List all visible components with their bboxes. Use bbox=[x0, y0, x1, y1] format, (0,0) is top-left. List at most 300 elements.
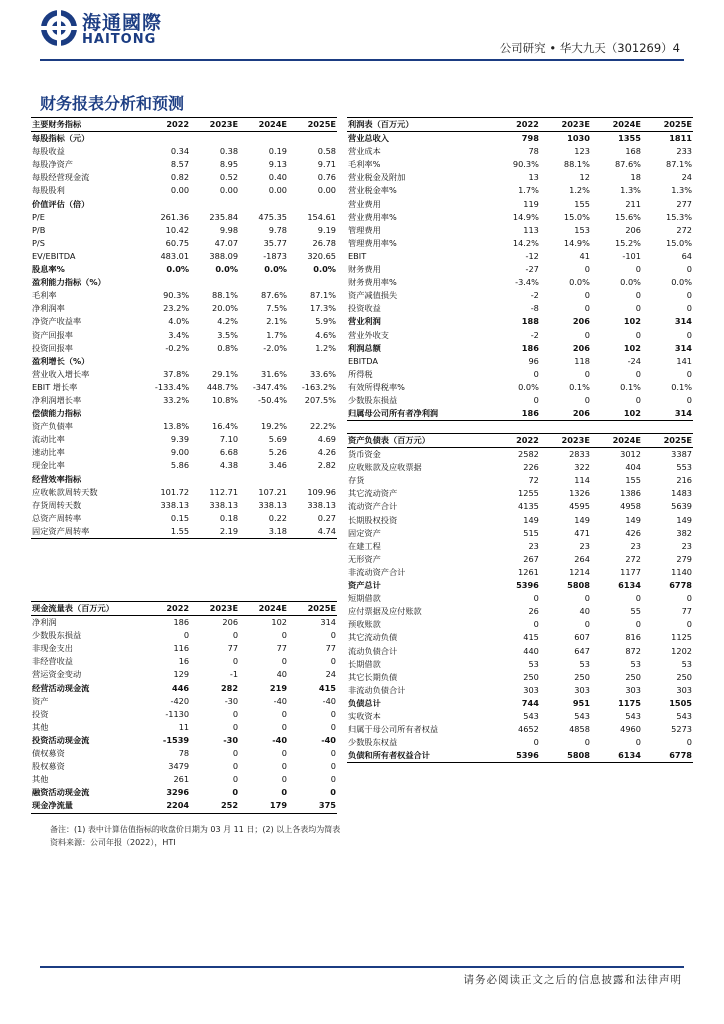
row-value: 0 bbox=[533, 619, 539, 630]
row-label: 在建工程 bbox=[348, 540, 381, 551]
row-label: 少数股东权益 bbox=[348, 737, 398, 748]
table-row bbox=[31, 355, 337, 368]
row-label: 应付票据及应付账款 bbox=[348, 606, 422, 617]
row-value: 0 bbox=[686, 303, 692, 314]
row-value: 31.6% bbox=[261, 368, 288, 379]
table-row bbox=[31, 760, 337, 773]
row-value: 0 bbox=[584, 303, 590, 314]
row-value: 6134 bbox=[618, 580, 641, 591]
table-row bbox=[347, 355, 693, 368]
row-label: 实收资本 bbox=[348, 710, 381, 721]
row-label: 流动负债合计 bbox=[348, 645, 398, 656]
row-label: 财务费用 bbox=[348, 264, 381, 275]
table-row bbox=[31, 145, 337, 158]
row-value: 4595 bbox=[569, 501, 590, 512]
row-value: 0.27 bbox=[317, 512, 336, 523]
row-value bbox=[288, 407, 337, 420]
row-value: 123 bbox=[574, 146, 590, 157]
row-value: 5.69 bbox=[268, 434, 288, 445]
row-value: 951 bbox=[572, 697, 590, 708]
row-label: 归属母公司所有者净利润 bbox=[347, 407, 489, 421]
row-value: 338.13 bbox=[258, 499, 288, 510]
row-label: 流动比率 bbox=[32, 434, 65, 445]
column-header: 2023E bbox=[540, 434, 591, 448]
row-value: 226 bbox=[523, 462, 539, 473]
row-label: 流动资产合计 bbox=[348, 501, 398, 512]
row-label: 偿债能力指标 bbox=[32, 408, 82, 419]
row-label: 非现金支出 bbox=[32, 643, 73, 654]
row-value: 40 bbox=[276, 669, 288, 680]
row-value: 303 bbox=[625, 684, 641, 695]
row-value: 4958 bbox=[620, 501, 641, 512]
row-value: 1140 bbox=[671, 566, 692, 577]
row-value: 8.57 bbox=[170, 159, 190, 170]
row-value: 33.2% bbox=[163, 394, 190, 405]
row-value: 0.0% bbox=[264, 264, 288, 275]
row-value: 3.46 bbox=[268, 460, 288, 471]
row-value: 1505 bbox=[669, 697, 692, 708]
row-value: 0.1% bbox=[620, 381, 641, 392]
table-row bbox=[31, 486, 337, 499]
footer-disclaimer: 请务必阅读正文之后的信息披露和法律声明 bbox=[463, 974, 682, 986]
row-value: 446 bbox=[172, 682, 190, 693]
row-value: 426 bbox=[625, 527, 641, 538]
table-row bbox=[31, 512, 337, 525]
table-row bbox=[347, 263, 693, 276]
row-value: 87.6% bbox=[614, 159, 641, 170]
row-value: 0 bbox=[232, 721, 239, 732]
row-value: -40 bbox=[273, 695, 288, 706]
row-value: -2 bbox=[530, 290, 539, 301]
row-label: 少数股东损益 bbox=[32, 630, 82, 641]
row-value: 4.38 bbox=[219, 460, 239, 471]
table-row bbox=[31, 473, 337, 486]
row-value: 23 bbox=[528, 540, 539, 551]
row-value: -1 bbox=[229, 669, 239, 680]
row-label: 长期借款 bbox=[348, 658, 381, 669]
table-header-row bbox=[31, 602, 337, 616]
row-value: 90.3% bbox=[163, 290, 190, 301]
row-label: 债权募资 bbox=[32, 748, 65, 759]
row-value: 1175 bbox=[618, 697, 641, 708]
row-value: 168 bbox=[625, 146, 641, 157]
table-row bbox=[31, 629, 337, 642]
row-value: 0.0% bbox=[569, 277, 590, 288]
row-label: 营业税金率% bbox=[348, 185, 397, 196]
table-row bbox=[347, 592, 693, 605]
row-label: EBITDA bbox=[348, 355, 378, 366]
row-value: 0 bbox=[635, 303, 641, 314]
row-label: 所得税 bbox=[348, 368, 373, 379]
row-value: 129 bbox=[173, 669, 190, 680]
row-value bbox=[288, 132, 337, 146]
row-label: 资产减值损失 bbox=[348, 290, 398, 301]
table-note: 备注：(1) 表中计算估值指标的收盘价日期为 03 月 11 日；(2) 以上各表均为简表 bbox=[50, 825, 341, 834]
row-label: 管理费用 bbox=[348, 224, 381, 235]
row-value: 272 bbox=[676, 224, 692, 235]
row-value: 4.0% bbox=[168, 316, 190, 327]
row-value: 1030 bbox=[567, 133, 590, 144]
row-value bbox=[288, 198, 337, 211]
table-row bbox=[31, 158, 337, 171]
table-row bbox=[31, 682, 337, 695]
row-value: 206 bbox=[625, 224, 641, 235]
row-label: P/E bbox=[32, 211, 45, 222]
column-header: 2025E bbox=[288, 118, 337, 132]
row-label: 无形资产 bbox=[348, 553, 381, 564]
row-value: 0 bbox=[281, 708, 288, 719]
row-value bbox=[141, 198, 190, 211]
table-row bbox=[347, 184, 693, 197]
row-value: 77 bbox=[276, 643, 288, 654]
table-row bbox=[31, 132, 337, 146]
row-value: 279 bbox=[676, 553, 692, 564]
row-value: 1355 bbox=[618, 133, 641, 144]
row-value: 0 bbox=[281, 630, 288, 641]
row-value bbox=[141, 355, 190, 368]
row-value: 338.13 bbox=[160, 499, 190, 510]
row-value: 102 bbox=[271, 617, 288, 628]
row-value: 109.96 bbox=[307, 486, 336, 497]
table-row bbox=[31, 655, 337, 668]
row-value: 53 bbox=[528, 658, 539, 669]
table-header-label: 资产负债表（百万元） bbox=[347, 434, 489, 448]
row-value: 9.00 bbox=[170, 447, 190, 458]
row-value: 186 bbox=[173, 617, 190, 628]
table-row bbox=[31, 198, 337, 211]
row-value: 0 bbox=[281, 774, 288, 785]
row-value: 0.82 bbox=[170, 172, 190, 183]
row-value: 1261 bbox=[518, 566, 539, 577]
table-row bbox=[31, 642, 337, 655]
row-value: 0 bbox=[635, 368, 641, 379]
row-value: 5.86 bbox=[170, 460, 190, 471]
row-value: 543 bbox=[523, 710, 539, 721]
table-row bbox=[347, 500, 693, 513]
row-value: 6778 bbox=[642, 749, 693, 763]
row-label: 其它长期负债 bbox=[348, 671, 398, 682]
row-value: 0 bbox=[584, 619, 590, 630]
row-label: EBIT bbox=[348, 250, 367, 261]
table-row bbox=[31, 289, 337, 302]
row-label: 现金比率 bbox=[32, 460, 65, 471]
row-value: 9.39 bbox=[170, 434, 190, 445]
row-value: 3.5% bbox=[217, 329, 239, 340]
row-value bbox=[288, 355, 337, 368]
row-value: 8.95 bbox=[219, 159, 239, 170]
row-value: -0.2% bbox=[165, 342, 190, 353]
table-row bbox=[31, 668, 337, 681]
row-value: 0 bbox=[686, 264, 692, 275]
row-value: 0.00 bbox=[317, 185, 336, 196]
row-value: 250 bbox=[676, 671, 692, 682]
row-label: 每股经营现金流 bbox=[32, 172, 90, 183]
row-label: 投资回报率 bbox=[32, 342, 73, 353]
row-label: 资产 bbox=[32, 695, 49, 706]
row-value: 0 bbox=[533, 394, 539, 405]
table-row bbox=[347, 315, 693, 328]
row-value: 0 bbox=[584, 290, 590, 301]
row-value: -101 bbox=[622, 250, 641, 261]
row-value bbox=[239, 407, 288, 420]
row-value: 53 bbox=[681, 658, 692, 669]
table-row bbox=[347, 211, 693, 224]
row-value: 233 bbox=[676, 146, 692, 157]
table-row bbox=[347, 736, 693, 749]
table-row bbox=[347, 302, 693, 315]
row-value: 0.1% bbox=[569, 381, 590, 392]
row-value: 0 bbox=[584, 394, 590, 405]
row-value: 314 bbox=[674, 316, 692, 327]
row-value: 219 bbox=[269, 682, 288, 693]
row-value: 113 bbox=[523, 224, 539, 235]
row-value: 816 bbox=[625, 632, 641, 643]
row-value: 0 bbox=[330, 656, 336, 667]
row-label: 货币资金 bbox=[348, 449, 381, 460]
row-value: 0 bbox=[533, 737, 539, 748]
table-row bbox=[31, 394, 337, 407]
balance-sheet-table bbox=[347, 433, 693, 763]
row-value: 607 bbox=[574, 632, 590, 643]
row-value: 3479 bbox=[168, 761, 190, 772]
row-value bbox=[288, 276, 337, 289]
row-value: 1.2% bbox=[315, 342, 336, 353]
row-value: 0 bbox=[281, 656, 288, 667]
row-value: 4135 bbox=[518, 501, 539, 512]
table-row bbox=[31, 525, 337, 539]
table-row bbox=[31, 407, 337, 420]
table-row bbox=[31, 368, 337, 381]
row-value: 375 bbox=[288, 799, 337, 813]
row-value: 0 bbox=[533, 593, 539, 604]
row-value: 87.6% bbox=[261, 290, 288, 301]
column-header: 2024E bbox=[591, 434, 642, 448]
row-value: 0.0% bbox=[313, 264, 336, 275]
row-label: 负债和所有者权益合计 bbox=[347, 749, 489, 763]
row-label: 营业成本 bbox=[348, 146, 381, 157]
row-value: 0 bbox=[330, 761, 336, 772]
row-value: 277 bbox=[676, 198, 692, 209]
table-row bbox=[347, 658, 693, 671]
row-value: 515 bbox=[523, 527, 539, 538]
row-value: 12 bbox=[579, 172, 590, 183]
row-value: 13.8% bbox=[163, 421, 190, 432]
row-value: -30 bbox=[223, 734, 239, 745]
row-value: 0 bbox=[584, 737, 590, 748]
table-header-label: 现金流量表（百万元） bbox=[31, 602, 141, 616]
row-label: 少数股东损益 bbox=[348, 394, 398, 405]
row-value: 303 bbox=[523, 684, 539, 695]
row-value: 0.0% bbox=[620, 277, 641, 288]
row-value: 0 bbox=[281, 721, 288, 732]
table-row bbox=[347, 553, 693, 566]
row-value: 2204 bbox=[141, 799, 190, 813]
row-value: 141 bbox=[676, 355, 692, 366]
row-value: 87.1% bbox=[665, 159, 692, 170]
row-label: 毛利率 bbox=[32, 290, 57, 301]
row-label: 其它流动负债 bbox=[348, 632, 398, 643]
table-row bbox=[31, 381, 337, 394]
row-value: 9.78 bbox=[268, 224, 288, 235]
column-header: 2025E bbox=[642, 434, 693, 448]
row-value: 0.8% bbox=[217, 342, 239, 353]
row-value: 0.00 bbox=[170, 185, 190, 196]
row-value: 26.78 bbox=[312, 237, 336, 248]
row-value: 14.9% bbox=[512, 211, 539, 222]
table-row bbox=[347, 605, 693, 618]
table-row bbox=[31, 459, 337, 472]
row-value: 0 bbox=[232, 761, 239, 772]
table-row bbox=[347, 250, 693, 263]
table-row bbox=[347, 487, 693, 500]
row-label: 股权募资 bbox=[32, 761, 65, 772]
row-label: 每股指标（元） bbox=[32, 133, 90, 144]
row-value: 0 bbox=[330, 787, 336, 798]
row-value: 9.19 bbox=[317, 224, 336, 235]
row-label: 营运资金变动 bbox=[32, 669, 82, 680]
row-value: 78 bbox=[178, 748, 190, 759]
row-value: 15.0% bbox=[563, 211, 590, 222]
row-value: 250 bbox=[523, 671, 539, 682]
row-value: 322 bbox=[574, 462, 590, 473]
row-label: 短期借款 bbox=[348, 593, 381, 604]
row-value: 0 bbox=[635, 264, 641, 275]
row-label: EV/EBITDA bbox=[32, 250, 76, 261]
row-value: 0.0% bbox=[671, 277, 692, 288]
row-value: 647 bbox=[574, 645, 590, 656]
row-value: 250 bbox=[625, 671, 641, 682]
row-label: 毛利率% bbox=[348, 159, 381, 170]
row-value: 5396 bbox=[516, 580, 539, 591]
row-value: 0 bbox=[635, 290, 641, 301]
row-value: 0 bbox=[330, 721, 336, 732]
row-value: 26 bbox=[528, 606, 539, 617]
table-header-row bbox=[347, 434, 693, 448]
row-label: 每股股利 bbox=[32, 185, 65, 196]
table-row bbox=[347, 407, 693, 421]
row-value: 153 bbox=[574, 224, 590, 235]
table-row bbox=[347, 566, 693, 579]
row-label: 非经营收益 bbox=[32, 656, 73, 667]
row-value: 0 bbox=[686, 329, 692, 340]
row-label: 经营效率指标 bbox=[32, 473, 82, 484]
row-value: 155 bbox=[574, 198, 590, 209]
row-value: 264 bbox=[574, 553, 590, 564]
table-row bbox=[347, 461, 693, 474]
row-label: 固定资产 bbox=[348, 527, 381, 538]
row-label: 负债总计 bbox=[348, 697, 381, 708]
data-source: 资料来源：公司年报（2022），HTI bbox=[50, 838, 176, 847]
row-value: 1326 bbox=[569, 488, 590, 499]
row-label: 营业总收入 bbox=[348, 133, 389, 144]
table-row bbox=[31, 184, 337, 197]
row-label: 营业利润 bbox=[348, 316, 381, 327]
row-label: 净利润增长率 bbox=[32, 394, 82, 405]
row-value: 0 bbox=[584, 329, 590, 340]
row-label: 融资活动现金流 bbox=[32, 787, 90, 798]
row-value: -420 bbox=[170, 695, 190, 706]
table-row bbox=[31, 329, 337, 342]
row-value: 15.6% bbox=[614, 211, 641, 222]
row-value: 11 bbox=[178, 721, 190, 732]
table-row bbox=[347, 723, 693, 736]
row-value: 314 bbox=[642, 407, 693, 421]
row-value: 2582 bbox=[518, 449, 539, 460]
row-label: 管理费用率% bbox=[348, 237, 397, 248]
table-row bbox=[31, 734, 337, 747]
row-value: 2.82 bbox=[317, 460, 336, 471]
row-value: 55 bbox=[630, 606, 641, 617]
row-label: 投资 bbox=[32, 708, 49, 719]
table-row bbox=[347, 631, 693, 644]
table-row bbox=[31, 695, 337, 708]
table-row bbox=[347, 237, 693, 250]
row-value: 0 bbox=[635, 593, 641, 604]
table-row bbox=[347, 540, 693, 553]
column-header: 2023E bbox=[540, 118, 591, 132]
row-value: 77 bbox=[325, 643, 336, 654]
table-row bbox=[31, 224, 337, 237]
row-value: 483.01 bbox=[160, 250, 190, 261]
row-value: 0.38 bbox=[219, 146, 239, 157]
row-value: 0 bbox=[635, 737, 641, 748]
row-value: 6.68 bbox=[219, 447, 239, 458]
row-value: 0 bbox=[635, 329, 641, 340]
row-value: 15.3% bbox=[665, 211, 692, 222]
row-value: 382 bbox=[676, 527, 692, 538]
table-row bbox=[347, 381, 693, 394]
row-value: 267 bbox=[523, 553, 539, 564]
row-value bbox=[190, 355, 239, 368]
row-value: 448.7% bbox=[206, 381, 239, 392]
row-value: 33.6% bbox=[309, 368, 336, 379]
row-value: 53 bbox=[579, 658, 590, 669]
row-value: 0 bbox=[330, 708, 336, 719]
row-value: 4960 bbox=[620, 724, 641, 735]
column-header: 2024E bbox=[239, 602, 288, 616]
table-row bbox=[31, 211, 337, 224]
row-value: 0.18 bbox=[219, 512, 239, 523]
table-header-row bbox=[31, 118, 337, 132]
row-value: 4.6% bbox=[315, 329, 336, 340]
row-value: 0.1% bbox=[671, 381, 692, 392]
row-value: 0.76 bbox=[317, 172, 336, 183]
row-value: 1202 bbox=[671, 645, 692, 656]
section-title: 财务报表分析和预测 bbox=[40, 94, 185, 113]
row-value: 7.10 bbox=[219, 434, 239, 445]
row-value: 5808 bbox=[540, 749, 591, 763]
row-label: 营业费用 bbox=[348, 198, 381, 209]
row-value: 186 bbox=[521, 342, 539, 353]
row-value bbox=[141, 132, 190, 146]
table-row bbox=[347, 171, 693, 184]
row-label: 非流动资产合计 bbox=[348, 566, 406, 577]
row-value: 155 bbox=[625, 475, 641, 486]
row-value: 0 bbox=[232, 787, 239, 798]
page-reference: 公司研究 • 华大九天（301269）4 bbox=[499, 41, 680, 55]
row-label: 资产负债率 bbox=[32, 421, 73, 432]
row-value: 90.3% bbox=[512, 159, 539, 170]
row-value bbox=[239, 198, 288, 211]
row-value: 0 bbox=[232, 708, 239, 719]
table-row bbox=[31, 786, 337, 799]
row-value: 23 bbox=[579, 540, 590, 551]
row-label: EBIT 增长率 bbox=[32, 381, 78, 392]
row-value: 314 bbox=[674, 342, 692, 353]
row-label: P/S bbox=[32, 237, 45, 248]
row-value: 0.0% bbox=[215, 264, 239, 275]
row-value: 0.00 bbox=[219, 185, 239, 196]
